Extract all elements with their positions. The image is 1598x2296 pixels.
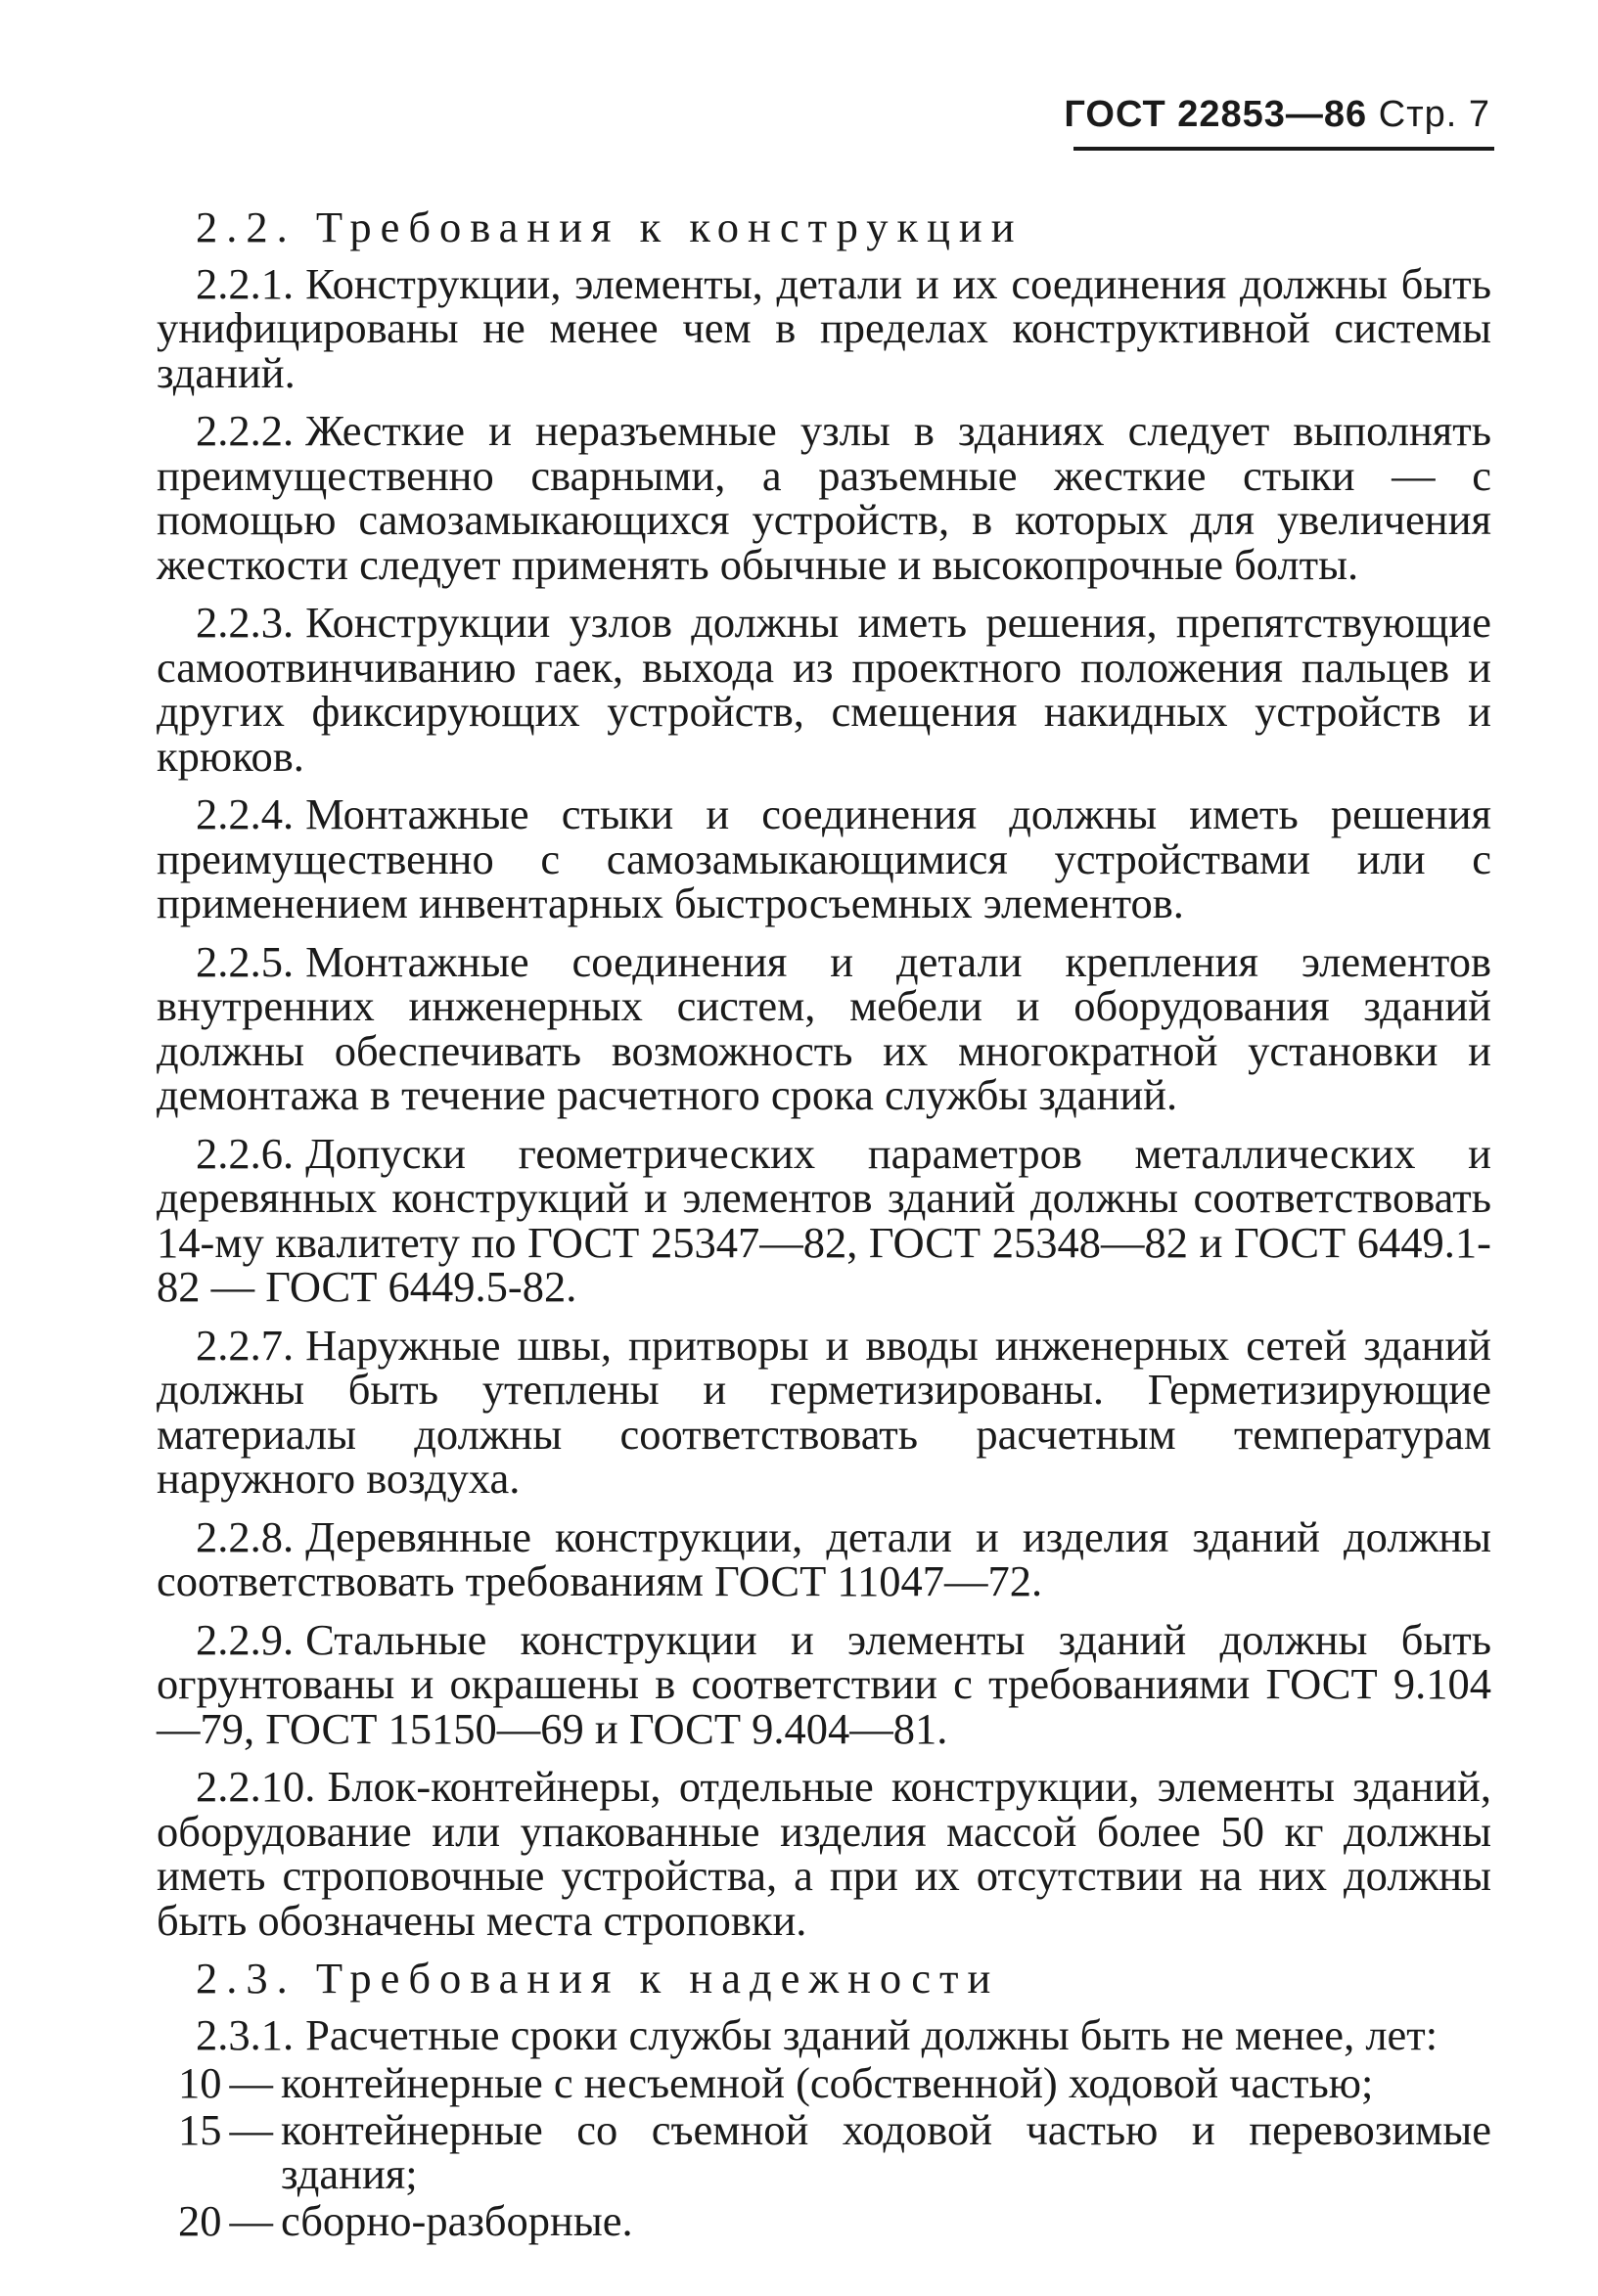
clause-2-2-3 (157, 598, 1491, 781)
clause-number: 2.2.1. (196, 258, 295, 308)
list-dash: — (229, 2058, 273, 2107)
clause-number: 2.2.8. (196, 1511, 295, 1561)
clause-2-3-1 (157, 2009, 1491, 2059)
clause-2-2-5 (157, 936, 1491, 1119)
section-title-reliability: 2.3. Требования к надежности (196, 1954, 1000, 2003)
clause-2-2-10 (157, 1762, 1491, 1945)
clause-number: 2.2.9. (196, 1614, 295, 1664)
clause-2-2-6 (157, 1128, 1491, 1311)
clause-text: Допуски геометрических параметров металлических и деревянных конструкций и элементов зданий должны соответствовать 14-му квалитету по ГОСТ 25347—82, ГОСТ 25348—82 и ГОСТ 6449.1-82 — ГОСТ 6449.5-82. (157, 1128, 1491, 1311)
list-item-years: 20 (178, 2195, 222, 2245)
clause-number: 2.2.10. (196, 1762, 316, 1811)
section-title-construction: 2.2. Требования к конструкции (196, 203, 1024, 251)
list-item (157, 2104, 1491, 2198)
clause-2-2-9 (157, 1614, 1491, 1753)
list-item (157, 2058, 1491, 2107)
clause-2-2-8 (157, 1511, 1491, 1605)
clause-number: 2.2.7. (196, 1320, 295, 1370)
clause-number: 2.3.1. (196, 2009, 295, 2059)
list-item-text: контейнерные с несъемной (собственной) ходовой частью; (281, 2058, 1374, 2107)
clause-text: Расчетные сроки службы зданий должны быть не менее, лет: (305, 2009, 1438, 2059)
service-life-list (157, 2058, 1491, 2245)
list-item-years: 15 (178, 2104, 222, 2154)
clause-number: 2.2.2. (196, 406, 295, 455)
list-item-text: контейнерные со съемной ходовой частью и перевозимые здания; (281, 2104, 1491, 2198)
clause-number: 2.2.3. (196, 598, 295, 647)
clause-number: 2.2.6. (196, 1128, 295, 1178)
clause-text: Конструкции узлов должны иметь решения, препятствующие самоотвинчиванию гаек, выхода из проектного положения пальцев и других фиксирующих устройств, смещения накидных устройств и крюков. (157, 598, 1491, 781)
clause-number: 2.2.5. (196, 936, 295, 986)
clause-2-2-7 (157, 1320, 1491, 1503)
clause-2-2-2 (157, 406, 1491, 589)
list-item-text: сборно-разборные. (281, 2195, 633, 2245)
clause-text: Блок-контейнеры, отдельные конструкции, элементы зданий, оборудование или упакованные изделия массой более 50 кг должны иметь строповочные устройства, а при их отсутствии на них должны быть обозначены места строповки. (157, 1762, 1491, 1945)
clause-text: Наружные швы, притворы и вводы инженерных сетей зданий должны быть утеплены и герметизированы. Герметизирующие материалы должны соответствовать расчетным температурам наружного воздуха. (157, 1320, 1491, 1503)
standard-number: ГОСТ 22853—86 (1064, 94, 1368, 135)
list-item-years: 10 (178, 2058, 222, 2107)
clause-text: Стальные конструкции и элементы зданий должны быть огрунтованы и окрашены в соответствии с требованиями ГОСТ 9.104—79, ГОСТ 15150—69 и ГОСТ 9.404—81. (157, 1614, 1491, 1753)
header-rule (1073, 147, 1494, 151)
list-dash: — (229, 2104, 273, 2154)
clause-text: Жесткие и неразъемные узлы в зданиях следует выполнять преимущественно сварными, а разъемные жесткие стыки — с помощью самозамыкающихся устройств, в которых для увеличения жесткости следует применять обычные и высокопрочные болты. (157, 406, 1491, 589)
list-dash: — (229, 2195, 273, 2245)
clause-text: Конструкции, элементы, детали и их соединения должны быть унифицированы не менее чем в пределах конструктивной системы зданий. (157, 258, 1491, 397)
clause-number: 2.2.4. (196, 789, 295, 838)
clause-text: Монтажные соединения и детали крепления элементов внутренних инженерных систем, мебели и оборудования зданий должны обеспечивать возможность их многократной установки и демонтажа в течение расчетного срока службы зданий. (157, 936, 1491, 1119)
clause-2-2-4 (157, 789, 1491, 927)
page-header (1064, 94, 1490, 136)
clause-text: Деревянные конструкции, детали и изделия зданий должны соответствовать требованиям ГОСТ 11047—72. (157, 1511, 1491, 1605)
list-item (157, 2195, 1491, 2245)
clause-2-2-1 (157, 258, 1491, 397)
document-body (157, 196, 1491, 2245)
clause-text: Монтажные стыки и соединения должны иметь решения преимущественно с самозамыкающимися устройствами или с применением инвентарных быстросъемных элементов. (157, 789, 1491, 927)
page-number: Стр. 7 (1378, 94, 1490, 135)
